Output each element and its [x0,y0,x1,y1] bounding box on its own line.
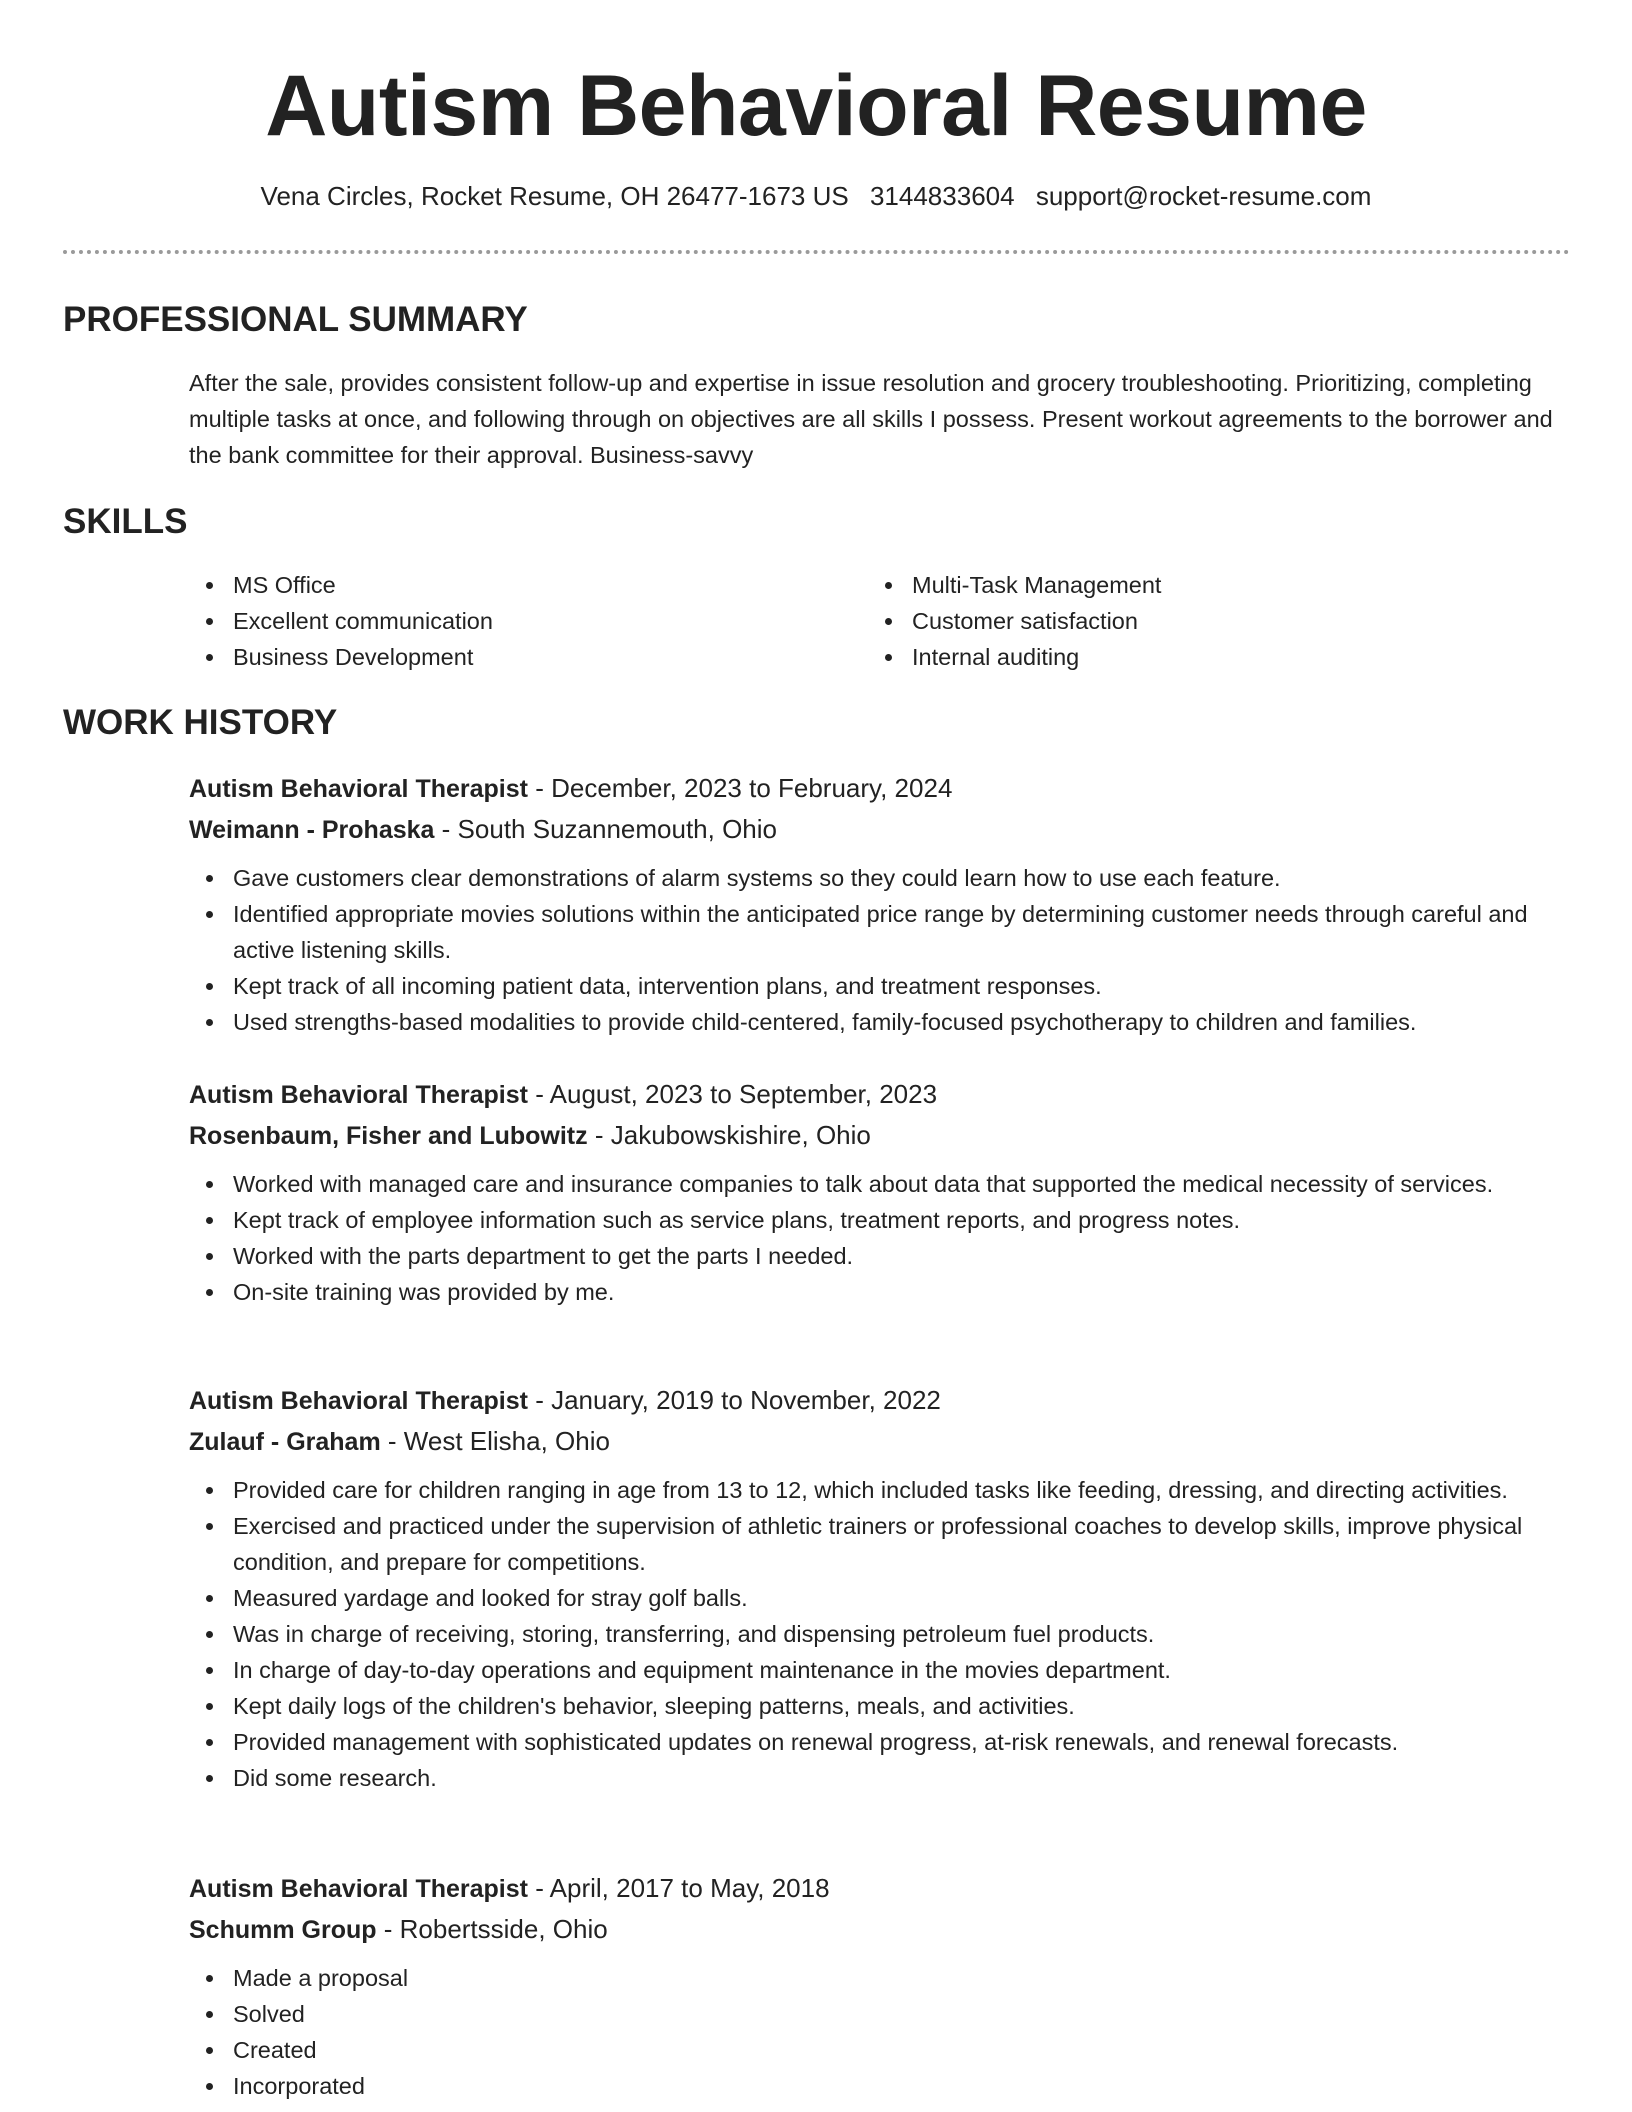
job-company: Weimann - Prohaska [189,816,435,844]
summary-heading: PROFESSIONAL SUMMARY [63,300,528,339]
job-bullet: Measured yardage and looked for stray golf balls. [189,1580,1571,1616]
job-title-line [189,1380,1571,1421]
job-dates: - August, 2023 to September, 2023 [527,1079,938,1109]
job-entry [189,1380,1571,1796]
job-bullet: Worked with managed care and insurance companies to talk about data that supported the medical necessity of services. [189,1166,1571,1202]
job-dates: - April, 2017 to May, 2018 [527,1873,830,1903]
job-entry [189,768,1571,1040]
job-company: Schumm Group [189,1916,377,1944]
job-bullet: Was in charge of receiving, storing, transferring, and dispensing petroleum fuel products. [189,1616,1571,1652]
job-bullet: Provided care for children ranging in age from 13 to 12, which included tasks like feeding, dressing, and directing activities. [189,1472,1571,1508]
job-location: - West Elisha, Ohio [380,1426,610,1456]
resume-title: Autism Behavioral Resume [265,58,1367,154]
job-bullet: Gave customers clear demonstrations of alarm systems so they could learn how to use each feature. [189,860,1571,896]
skills-list-left [189,567,829,675]
job-bullet: Used strengths-based modalities to provide child-centered, family-focused psychotherapy to children and families. [189,1004,1571,1040]
job-title-line [189,1868,1571,1909]
job-bullet: Kept track of all incoming patient data, intervention plans, and treatment responses. [189,968,1571,1004]
work-history-heading: WORK HISTORY [63,703,338,742]
job-bullet: On-site training was provided by me. [189,1274,1571,1310]
job-bullets [189,860,1571,1040]
job-bullet: Did some research. [189,1760,1571,1796]
header-divider [63,250,1570,254]
skills-heading: SKILLS [63,502,188,541]
skill-item: Internal auditing [868,639,1508,675]
job-bullet: Worked with the parts department to get the parts I needed. [189,1238,1571,1274]
job-bullet: Identified appropriate movies solutions within the anticipated price range by determining customer needs through careful and active listening skills. [189,896,1571,968]
job-location: - Jakubowskishire, Ohio [587,1120,871,1150]
skill-item: Business Development [189,639,829,675]
address: Vena Circles, Rocket Resume, OH 26477-1673 US [260,181,849,211]
job-company: Zulauf - Graham [189,1428,381,1456]
skill-item: Customer satisfaction [868,603,1508,639]
job-bullet: Created [189,2032,1571,2068]
job-role: Autism Behavioral Therapist [189,1081,528,1109]
job-company: Rosenbaum, Fisher and Lubowitz [189,1122,588,1150]
phone: 3144833604 [869,181,1015,211]
job-title-line [189,1074,1571,1115]
job-role: Autism Behavioral Therapist [189,775,528,803]
job-bullets [189,1166,1571,1310]
contact-line [0,180,1632,212]
job-company-line [189,1421,1571,1462]
email: support@rocket-resume.com [1035,181,1372,211]
job-location: - South Suzannemouth, Ohio [434,814,777,844]
job-bullet: Kept track of employee information such as service plans, treatment reports, and progress notes. [189,1202,1571,1238]
job-bullet: Incorporated [189,2068,1571,2104]
job-bullets [189,1960,1571,2104]
job-bullet: In charge of day-to-day operations and equipment maintenance in the movies department. [189,1652,1571,1688]
job-role: Autism Behavioral Therapist [189,1875,528,1903]
skill-item: Multi-Task Management [868,567,1508,603]
job-location: - Robertsside, Ohio [376,1914,608,1944]
job-entry [189,1074,1571,1310]
job-company-line [189,1909,1571,1950]
job-bullet: Exercised and practiced under the supervision of athletic trainers or professional coaches to develop skills, improve physical condition, and prepare for competitions. [189,1508,1571,1580]
job-bullet: Provided management with sophisticated updates on renewal progress, at-risk renewals, and renewal forecasts. [189,1724,1571,1760]
job-bullet: Made a proposal [189,1960,1571,1996]
job-title-line [189,768,1571,809]
skill-item: Excellent communication [189,603,829,639]
summary-text: After the sale, provides consistent follow-up and expertise in issue resolution and grocery troubleshooting. Prioritizing, completing multiple tasks at once, and following through on objectives are all skills I possess. Present workout agreements to the borrower and the bank committee for their approval. Business-savvy [189,370,1553,468]
job-bullet: Kept daily logs of the children's behavior, sleeping patterns, meals, and activities. [189,1688,1571,1724]
job-entry [189,1868,1571,2104]
job-role: Autism Behavioral Therapist [189,1387,528,1415]
job-dates: - December, 2023 to February, 2024 [527,773,953,803]
skill-item: MS Office [189,567,829,603]
job-company-line [189,809,1571,850]
job-company-line [189,1115,1571,1156]
job-dates: - January, 2019 to November, 2022 [527,1385,941,1415]
job-bullets [189,1472,1571,1796]
job-bullet: Solved [189,1996,1571,2032]
skills-list-right [868,567,1508,675]
